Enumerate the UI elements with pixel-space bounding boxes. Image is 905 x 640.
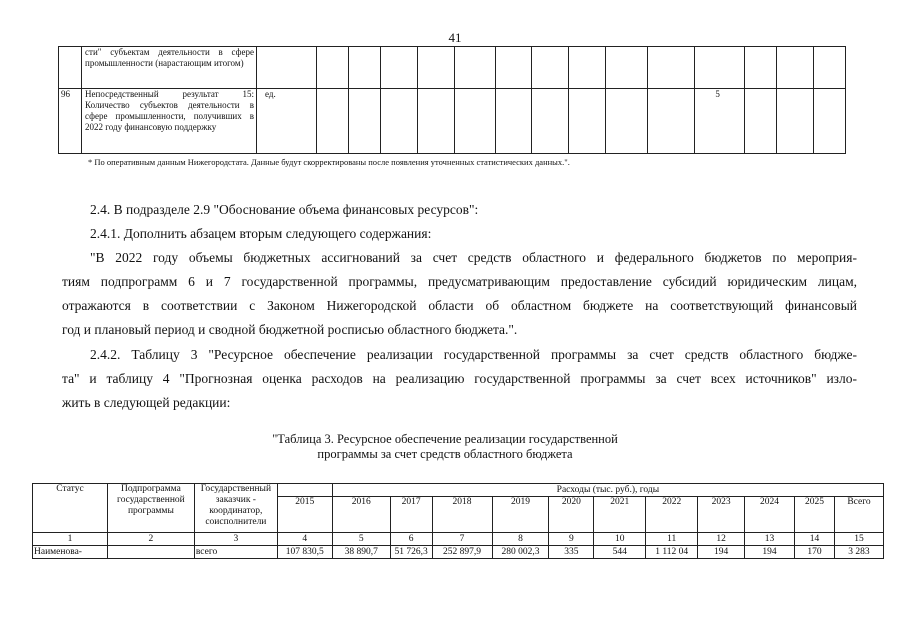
row-value: 38 890,7 — [332, 546, 390, 559]
column-number: 5 — [332, 533, 390, 546]
column-number: 6 — [390, 533, 432, 546]
table-row — [33, 546, 884, 559]
header-expenses: Расходы (тыс. руб.), годы — [332, 484, 883, 497]
indicators-table-fragment — [58, 46, 846, 154]
header-customer: Государственный заказчик - координатор, соисполнители — [194, 484, 277, 533]
column-number: 1 — [33, 533, 108, 546]
column-number: 3 — [194, 533, 277, 546]
table-caption — [180, 432, 710, 462]
year-header: 2015 — [277, 497, 332, 533]
column-number: 2 — [107, 533, 194, 546]
column-numbers-row — [33, 533, 884, 546]
year-header: 2016 — [332, 497, 390, 533]
header-status: Статус — [33, 484, 108, 533]
footnote: * По оперативным данным Нижегородстата. Данные будут скорректированы после появления уточненных статистических данных.". — [88, 157, 570, 167]
row-unit: ед. — [257, 89, 317, 154]
year-header: 2025 — [795, 497, 835, 533]
row-value: 544 — [594, 546, 646, 559]
year-header: 2021 — [594, 497, 646, 533]
column-number: 15 — [834, 533, 883, 546]
paragraph-line: жить в следующей редакции: — [62, 395, 231, 410]
column-number: 14 — [795, 533, 835, 546]
paragraph-line: год и плановый период и сводной бюджетной росписью областного бюджета.". — [62, 322, 518, 337]
column-number: 7 — [432, 533, 492, 546]
year-header: 2023 — [698, 497, 745, 533]
column-number: 13 — [745, 533, 795, 546]
year-header: 2018 — [432, 497, 492, 533]
row-value: 280 002,3 — [492, 546, 549, 559]
table-row — [59, 89, 846, 154]
row-value: 5 — [695, 89, 745, 154]
paragraph-line: отражаются в соответствии с Законом Нижегородской области об областном бюджете на соответствующий финансовый — [62, 298, 857, 313]
paragraph: 2.4. В подразделе 2.9 "Обоснование объема финансовых ресурсов": — [90, 202, 479, 217]
paragraph-line: та" и таблицу 4 "Прогнозная оценка расходов на реализацию государственной программы за счет всех источников" изло- — [62, 371, 857, 386]
row-text: сти" субъектам деятельности в сфере промышленности (нарастающим итогом) — [82, 47, 257, 89]
row-subprogram — [107, 546, 194, 559]
row-value: 51 726,3 — [390, 546, 432, 559]
row-value: 335 — [549, 546, 594, 559]
year-header: 2019 — [492, 497, 549, 533]
page-number: 41 — [448, 30, 462, 45]
row-customer: всего — [194, 546, 277, 559]
row-text: Непосредственный результат 15: Количество субъектов деятельности в сфере промышленности, получивших в 2022 году финансовую поддержку — [82, 89, 257, 154]
column-number: 4 — [277, 533, 332, 546]
header-subprogram: Подпрограмма государственной программы — [107, 484, 194, 533]
column-number: 11 — [646, 533, 698, 546]
row-value: 194 — [745, 546, 795, 559]
column-number: 10 — [594, 533, 646, 546]
caption-line: "Таблица 3. Ресурсное обеспечение реализации государственной — [272, 432, 618, 446]
row-value: 3 283 — [834, 546, 883, 559]
row-status: Наименова- — [33, 546, 108, 559]
resource-table — [32, 483, 884, 559]
year-header: 2020 — [549, 497, 594, 533]
paragraph-line: тиям подпрограмм 6 и 7 государственной программы, предусматривающим предоставление субсидий юридическим лицам, — [62, 274, 857, 289]
column-number: 9 — [549, 533, 594, 546]
column-number: 8 — [492, 533, 549, 546]
row-number: 96 — [59, 89, 82, 154]
caption-line: программы за счет средств областного бюджета — [317, 447, 573, 461]
year-header: 2024 — [745, 497, 795, 533]
year-header: Всего — [834, 497, 883, 533]
paragraph: 2.4.1. Дополнить абзацем вторым следующего содержания: — [90, 226, 432, 241]
paragraph-line: 2.4.2. Таблицу 3 "Ресурсное обеспечение реализации государственной программы за счет средств областного бюдже- — [90, 347, 857, 362]
column-number: 12 — [698, 533, 745, 546]
year-header: 2017 — [390, 497, 432, 533]
row-value: 252 897,9 — [432, 546, 492, 559]
row-value: 107 830,5 — [277, 546, 332, 559]
paragraph-line: "В 2022 году объемы бюджетных ассигнований за счет средств областного и федерального бюджетов по мероприя- — [90, 250, 857, 265]
table-row — [59, 47, 846, 89]
row-value: 194 — [698, 546, 745, 559]
year-header: 2022 — [646, 497, 698, 533]
header-row — [33, 484, 884, 497]
row-value: 170 — [795, 546, 835, 559]
row-value: 1 112 04 — [646, 546, 698, 559]
